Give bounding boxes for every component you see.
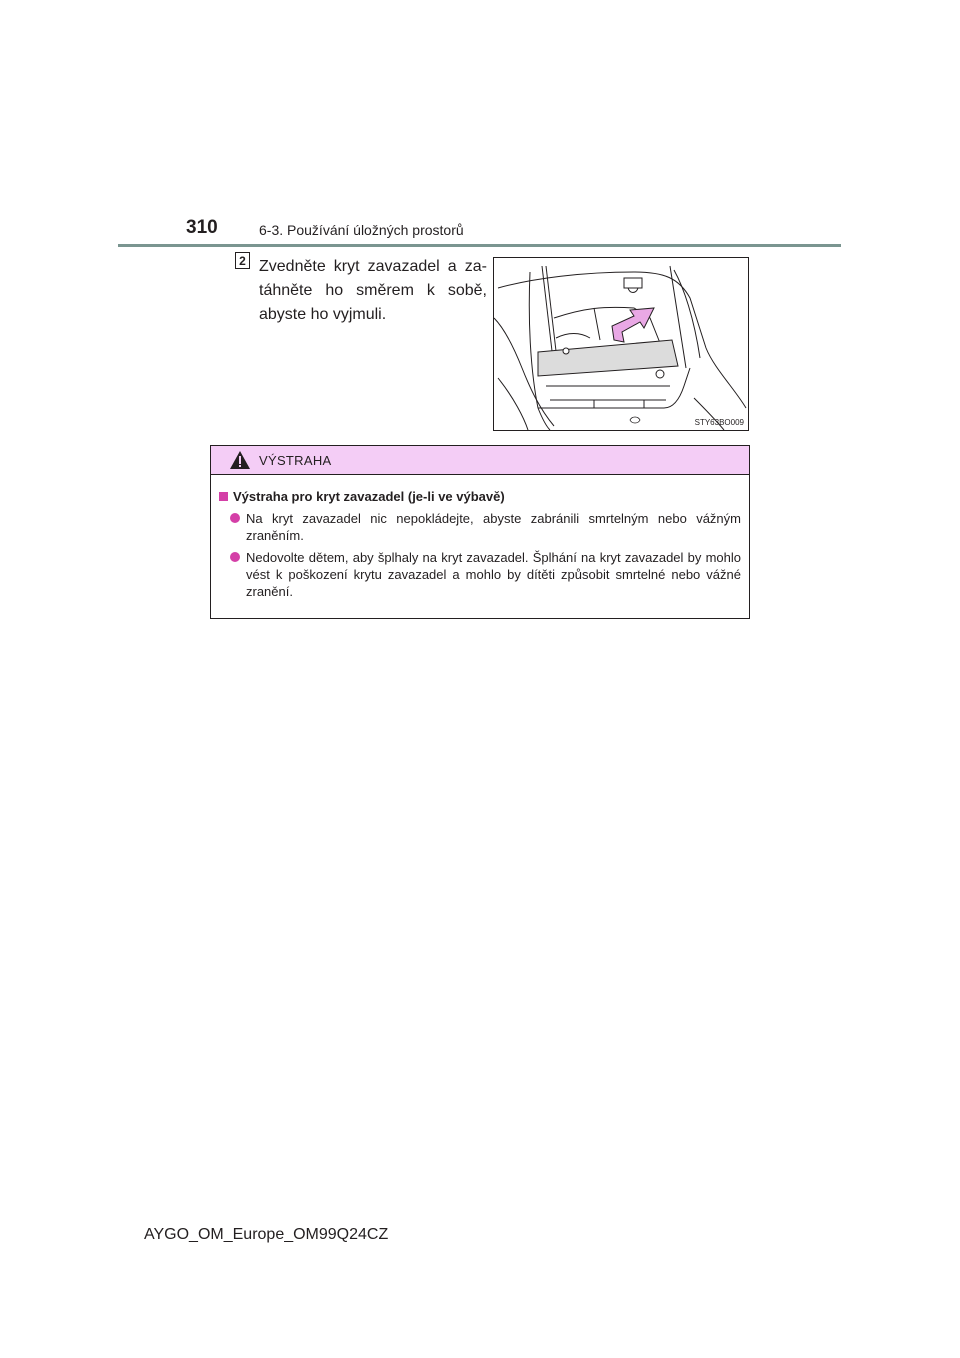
luggage-cover-illustration [493,257,749,431]
square-bullet-icon [219,492,228,501]
cover-panel [538,340,678,376]
warning-header [211,446,749,475]
round-bullet-icon [230,552,240,562]
section-title: 6-3. Používání úložných prostorů [259,222,464,238]
car-trunk-drawing [494,258,748,430]
pull-arrow [612,308,654,342]
page-number: 310 [186,217,218,238]
document-footer-id: AYGO_OM_Europe_OM99Q24CZ [144,1226,389,1243]
warning-heading [219,489,741,504]
warning-title: VÝSTRAHA [259,452,332,468]
warning-triangle-icon [229,450,251,470]
warning-item [230,549,741,600]
warning-item-text: Na kryt zavazadel nic nepokládejte, abyste zabránili smrtelným nebo vážným zraněním. [246,511,741,543]
warning-box [210,445,750,619]
step-instruction: Zvedněte kryt zavazadel a zatáhněte ho směrem k sobě, abyste ho vyjmuli. [259,258,487,323]
warning-item [230,510,741,544]
warning-item-text: Nedovolte dětem, aby šplhaly na kryt zavazadel. Šplhání na kryt zavazadel by mohlo vést k poškození krytu zavazadel a mohlo by dítěti způsobit smrtelné nebo vážné zranění. [246,550,741,599]
header-rule [118,244,841,247]
warning-heading-text: Výstraha pro kryt zavazadel (je-li ve výbavě) [233,489,505,504]
round-bullet-icon [230,513,240,523]
step-number-badge: 2 [235,252,250,269]
figure-code: STY63BO009 [694,418,744,427]
warning-body [211,475,749,600]
